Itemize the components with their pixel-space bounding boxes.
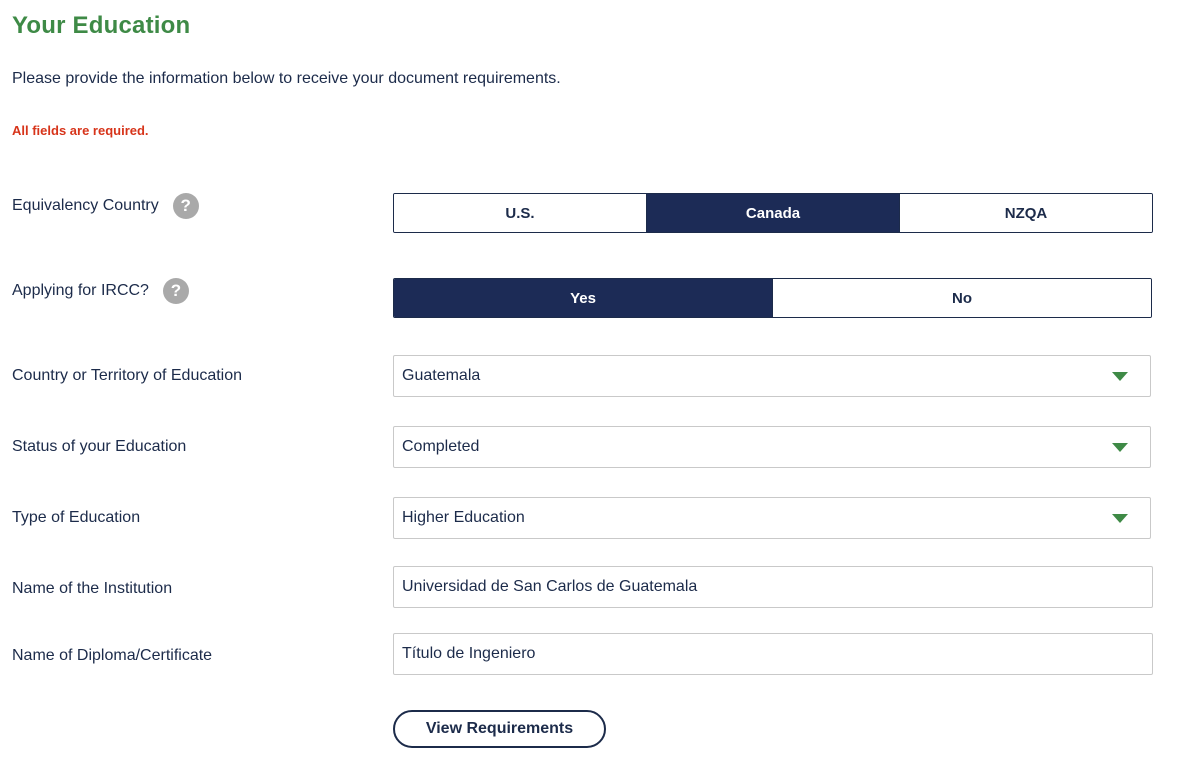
- ircc-toggle: [393, 278, 1152, 318]
- education-type-label: Type of Education: [12, 509, 141, 526]
- institution-label: Name of the Institution: [12, 580, 173, 597]
- education-status-select[interactable]: [393, 426, 1151, 468]
- institution-input[interactable]: [393, 566, 1153, 608]
- page-title: Your Education: [12, 12, 191, 39]
- diploma-value: Título de Ingeniero: [402, 645, 536, 662]
- education-status-value: Completed: [402, 438, 480, 455]
- equivalency-country-label: Equivalency Country: [12, 197, 159, 214]
- equivalency-option-canada[interactable]: Canada: [647, 194, 900, 232]
- education-status-label: Status of your Education: [12, 438, 187, 455]
- chevron-down-icon: [1112, 514, 1128, 523]
- diploma-label: Name of Diploma/Certificate: [12, 647, 213, 664]
- ircc-option-yes[interactable]: Yes: [394, 279, 773, 317]
- equivalency-country-row-label: [12, 193, 199, 219]
- view-requirements-button[interactable]: View Requirements: [393, 710, 606, 748]
- diploma-input[interactable]: [393, 633, 1153, 675]
- equivalency-country-toggle: [393, 193, 1153, 233]
- country-of-education-label: Country or Territory of Education: [12, 367, 243, 384]
- question-icon[interactable]: ?: [173, 193, 199, 219]
- required-fields-note: All fields are required.: [12, 123, 149, 138]
- country-of-education-select[interactable]: [393, 355, 1151, 397]
- chevron-down-icon: [1112, 372, 1128, 381]
- ircc-label: Applying for IRCC?: [12, 282, 149, 299]
- chevron-down-icon: [1112, 443, 1128, 452]
- equivalency-option-nzqa[interactable]: NZQA: [900, 194, 1152, 232]
- ircc-row-label: [12, 278, 189, 304]
- question-icon[interactable]: ?: [163, 278, 189, 304]
- institution-value: Universidad de San Carlos de Guatemala: [402, 578, 698, 595]
- country-of-education-value: Guatemala: [402, 367, 481, 384]
- equivalency-option-us[interactable]: U.S.: [394, 194, 647, 232]
- intro-text: Please provide the information below to receive your document requirements.: [12, 70, 561, 87]
- education-type-select[interactable]: [393, 497, 1151, 539]
- ircc-option-no[interactable]: No: [773, 279, 1151, 317]
- education-type-value: Higher Education: [402, 509, 525, 526]
